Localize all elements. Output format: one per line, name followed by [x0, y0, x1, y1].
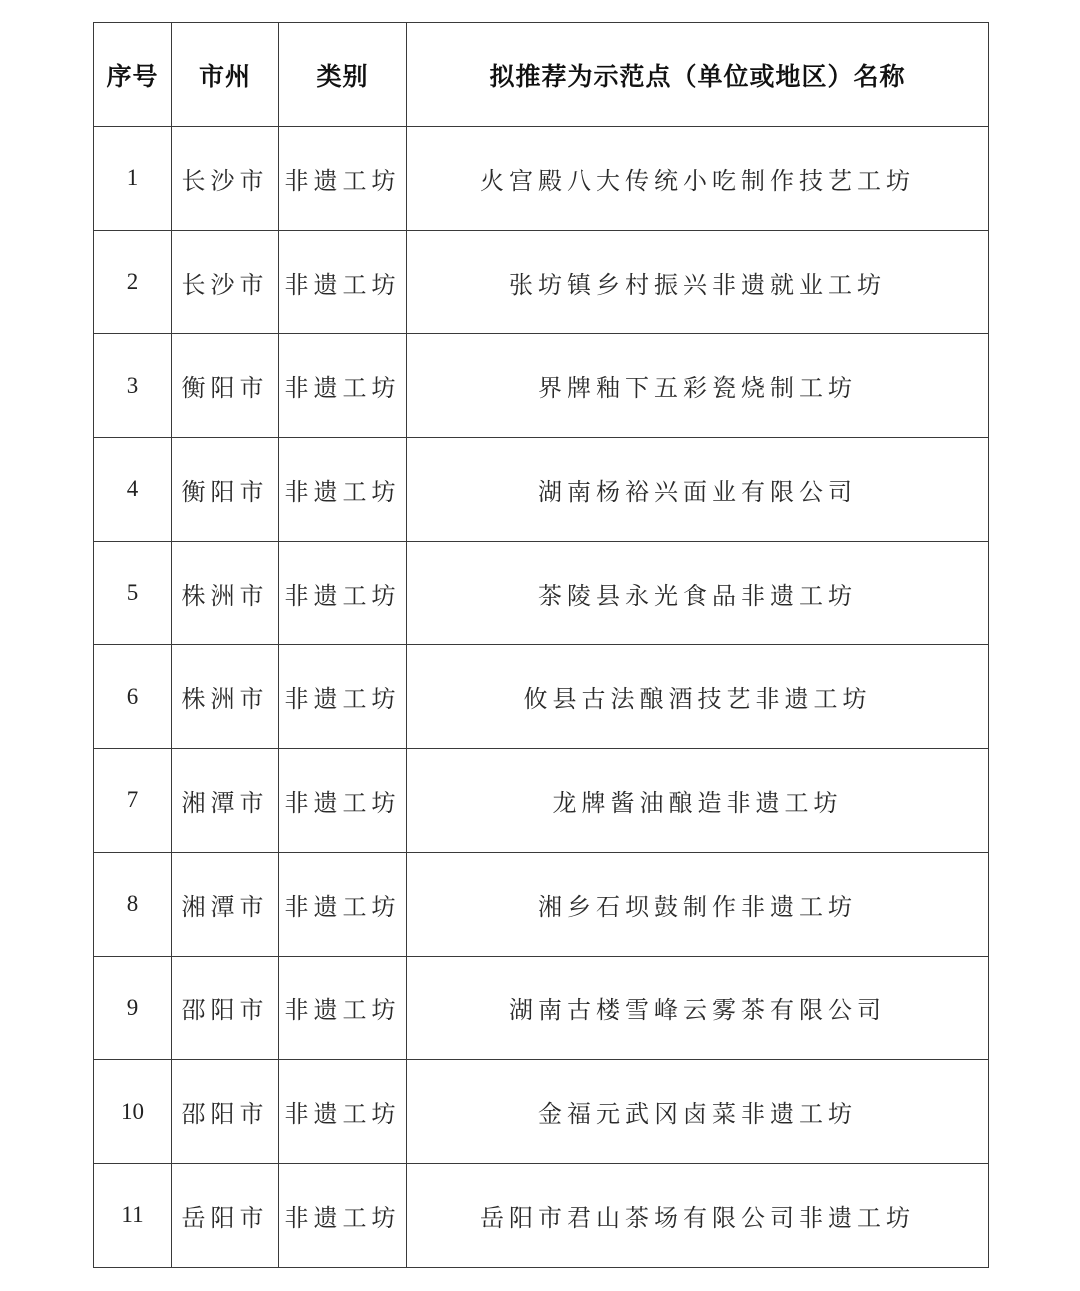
cell-category: 非遗工坊: [279, 230, 407, 334]
cell-category: 非遗工坊: [279, 438, 407, 542]
header-name: 拟推荐为示范点（单位或地区）名称: [407, 23, 989, 127]
cell-name: 张坊镇乡村振兴非遗就业工坊: [407, 230, 989, 334]
cell-category: 非遗工坊: [279, 1163, 407, 1267]
cell-name: 攸县古法酿酒技艺非遗工坊: [407, 645, 989, 749]
table-row: [94, 438, 989, 542]
cell-category: 非遗工坊: [279, 334, 407, 438]
cell-name: 岳阳市君山茶场有限公司非遗工坊: [407, 1163, 989, 1267]
table-body: [94, 127, 989, 1268]
cell-seq: 8: [94, 852, 172, 956]
recommendation-table: [93, 22, 989, 1268]
cell-city: 衡阳市: [172, 438, 279, 542]
cell-category: 非遗工坊: [279, 127, 407, 231]
cell-category: 非遗工坊: [279, 645, 407, 749]
cell-city: 湘潭市: [172, 749, 279, 853]
header-city: 市州: [172, 23, 279, 127]
header-category: 类别: [279, 23, 407, 127]
cell-name: 界牌釉下五彩瓷烧制工坊: [407, 334, 989, 438]
cell-name: 龙牌酱油酿造非遗工坊: [407, 749, 989, 853]
table-row: [94, 230, 989, 334]
table-row: [94, 645, 989, 749]
cell-city: 岳阳市: [172, 1163, 279, 1267]
table-row: [94, 541, 989, 645]
cell-seq: 6: [94, 645, 172, 749]
cell-city: 衡阳市: [172, 334, 279, 438]
cell-seq: 7: [94, 749, 172, 853]
cell-category: 非遗工坊: [279, 541, 407, 645]
table-row: [94, 1163, 989, 1267]
table-row: [94, 334, 989, 438]
cell-seq: 9: [94, 956, 172, 1060]
table-row: [94, 956, 989, 1060]
cell-seq: 2: [94, 230, 172, 334]
cell-seq: 3: [94, 334, 172, 438]
table-row: [94, 1060, 989, 1164]
cell-name: 火宫殿八大传统小吃制作技艺工坊: [407, 127, 989, 231]
table-header-row: [94, 23, 989, 127]
table-row: [94, 749, 989, 853]
cell-name: 湖南杨裕兴面业有限公司: [407, 438, 989, 542]
table-row: [94, 127, 989, 231]
cell-seq: 1: [94, 127, 172, 231]
cell-city: 株洲市: [172, 645, 279, 749]
cell-city: 邵阳市: [172, 1060, 279, 1164]
table-row: [94, 852, 989, 956]
cell-category: 非遗工坊: [279, 956, 407, 1060]
cell-name: 湘乡石坝鼓制作非遗工坊: [407, 852, 989, 956]
cell-category: 非遗工坊: [279, 852, 407, 956]
cell-city: 湘潭市: [172, 852, 279, 956]
cell-category: 非遗工坊: [279, 749, 407, 853]
cell-name: 湖南古楼雪峰云雾茶有限公司: [407, 956, 989, 1060]
cell-category: 非遗工坊: [279, 1060, 407, 1164]
cell-name: 金福元武冈卤菜非遗工坊: [407, 1060, 989, 1164]
cell-seq: 5: [94, 541, 172, 645]
cell-name: 茶陵县永光食品非遗工坊: [407, 541, 989, 645]
cell-seq: 11: [94, 1163, 172, 1267]
header-seq: 序号: [94, 23, 172, 127]
cell-city: 长沙市: [172, 127, 279, 231]
cell-city: 邵阳市: [172, 956, 279, 1060]
cell-seq: 10: [94, 1060, 172, 1164]
cell-city: 长沙市: [172, 230, 279, 334]
cell-city: 株洲市: [172, 541, 279, 645]
cell-seq: 4: [94, 438, 172, 542]
